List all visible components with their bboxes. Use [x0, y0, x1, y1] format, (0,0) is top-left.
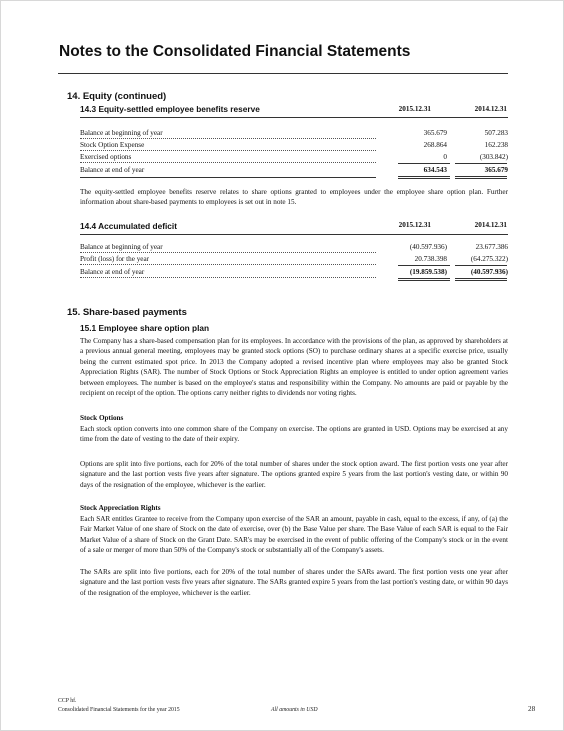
table-header-rule — [80, 234, 508, 235]
row-label: Balance at end of year — [80, 268, 145, 276]
footer-company: CCP hf. — [58, 698, 77, 704]
total-rule — [455, 176, 507, 179]
footer-currency-note: All amounts in USD — [271, 707, 318, 713]
row-label: Balance at beginning of year — [80, 129, 163, 137]
value-2014: (64.275.322) — [470, 255, 508, 263]
subsection-14-4-heading: 14.4 Accumulated deficit — [80, 221, 177, 231]
table-row — [80, 153, 508, 164]
value-2015: 365.679 — [423, 129, 447, 137]
row-label: Balance at beginning of year — [80, 243, 163, 251]
table-row-total — [80, 268, 508, 279]
value-2015: 20.738.398 — [414, 255, 447, 263]
table-header-rule — [80, 117, 508, 118]
total-rule — [455, 278, 507, 281]
column-header-2014: 2014.12.31 — [474, 105, 507, 113]
section-14-heading: 14. Equity (continued) — [67, 91, 167, 102]
subsection-14-3-heading: 14.3 Equity-settled employee benefits reserve — [80, 104, 260, 114]
stock-options-heading: Stock Options — [80, 414, 124, 422]
sar-vesting-paragraph: The SARs are split into five portions, each for 20% of the total number of shares under the SARs award. The first portion vests one year after signature and the last portion vests five years after signature. The SARs granted expire 5 years from the last portion's vesting date, or within 90 days of the resignation of the employee, whichever is the earlier. — [80, 568, 508, 597]
row-label: Profit (loss) for the year — [80, 255, 150, 263]
total-rule — [398, 176, 450, 179]
column-header-2015: 2015.12.31 — [398, 221, 431, 229]
footer-document: Consolidated Financial Statements for the year 2015 — [58, 707, 180, 713]
value-2014: 507.283 — [484, 129, 508, 137]
subtotal-rule — [455, 265, 507, 266]
column-header-2014: 2014.12.31 — [474, 221, 507, 229]
value-2015: 268.864 — [423, 141, 447, 149]
table-row — [80, 141, 508, 152]
options-vesting-paragraph: Options are split into five portions, each for 20% of the total number of shares under the stock option award. The first portion vests one year after signature and the last portion vests five years after signature. The options granted expire 5 years from the last portion's vesting date, or within 90 days of the resignation of the employee, whichever is the earlier. — [80, 460, 508, 489]
column-header-2015: 2015.12.31 — [398, 105, 431, 113]
value-2014: (40.597.936) — [470, 268, 508, 276]
title-rule — [58, 73, 508, 74]
table-row-total — [80, 166, 508, 177]
value-2015: (40.597.936) — [409, 243, 447, 251]
table-row — [80, 243, 508, 254]
sar-heading: Stock Appreciation Rights — [80, 504, 161, 512]
subtotal-rule — [398, 265, 450, 266]
row-label: Stock Option Expense — [80, 141, 145, 149]
value-2014: (303.842) — [479, 153, 508, 161]
plan-paragraph: The Company has a share-based compensation plan for its employees. In accordance with the provisions of the plan, as approved by shareholders at a previous annual general meeting, employees may be granted stock options (SO) to purchase ordinary shares at a specific exercise price, usually being the current estimated spot price. In 2013 the Company adopted a revised incentive plan where employees may also be granted Stock Appreciation Rights (SAR). The number of Stock Options or Stock Appreciation Rights an employee is entitled to under option agreement varies between employees. The number is based on the employee's status and responsibility within the Company. No amounts are paid or payable by the recipient on receipt of the option. The options carry neither rights to dividends nor voting rights. — [80, 337, 508, 398]
reserve-note-paragraph: The equity-settled employee benefits reserve relates to share options granted to employees under the employee share option plan. Further information about share-based payments to employees is set out in note 15. — [80, 188, 508, 207]
subsection-15-1-heading: 15.1 Employee share option plan — [80, 323, 210, 333]
total-rule — [398, 278, 450, 281]
value-2015: 0 — [443, 153, 447, 161]
table-row — [80, 255, 508, 266]
row-label: Balance at end of year — [80, 166, 145, 174]
page-title: Notes to the Consolidated Financial Statements — [59, 43, 411, 60]
value-2015: 634.543 — [423, 166, 447, 174]
table-bottom-rule — [80, 177, 376, 178]
value-2014: 23.677.386 — [475, 243, 508, 251]
subtotal-rule — [398, 163, 450, 164]
table-row — [80, 129, 508, 140]
section-15-heading: 15. Share-based payments — [67, 307, 187, 318]
value-2015: (19.859.538) — [409, 268, 447, 276]
page-number: 28 — [528, 705, 536, 713]
row-label: Exercised options — [80, 153, 132, 161]
subtotal-rule — [455, 163, 507, 164]
value-2014: 365.679 — [484, 166, 508, 174]
value-2014: 162.238 — [484, 141, 508, 149]
sar-paragraph: Each SAR entitles Grantee to receive from the Company upon exercise of the SAR an amount, payable in cash, equal to the excess, if any, of (a) the Fair Market Value of one share of Stock on the date of exercise, over (b) the Base Value per share. The Base Value of each SAR is equal to the Fair Market Value of a share of Stock on the Grant Date. SAR's may be exercised in the event of public offering of the Company's stock or in the event of a sale or merger of more than 50% of the Company's stock or substantially all of the Company's assets. — [80, 515, 508, 555]
stock-options-paragraph: Each stock option converts into one common share of the Company on exercise. The options are granted in USD. Options may be exercised at any time from the date of vesting to the date of their expiry. — [80, 425, 508, 444]
